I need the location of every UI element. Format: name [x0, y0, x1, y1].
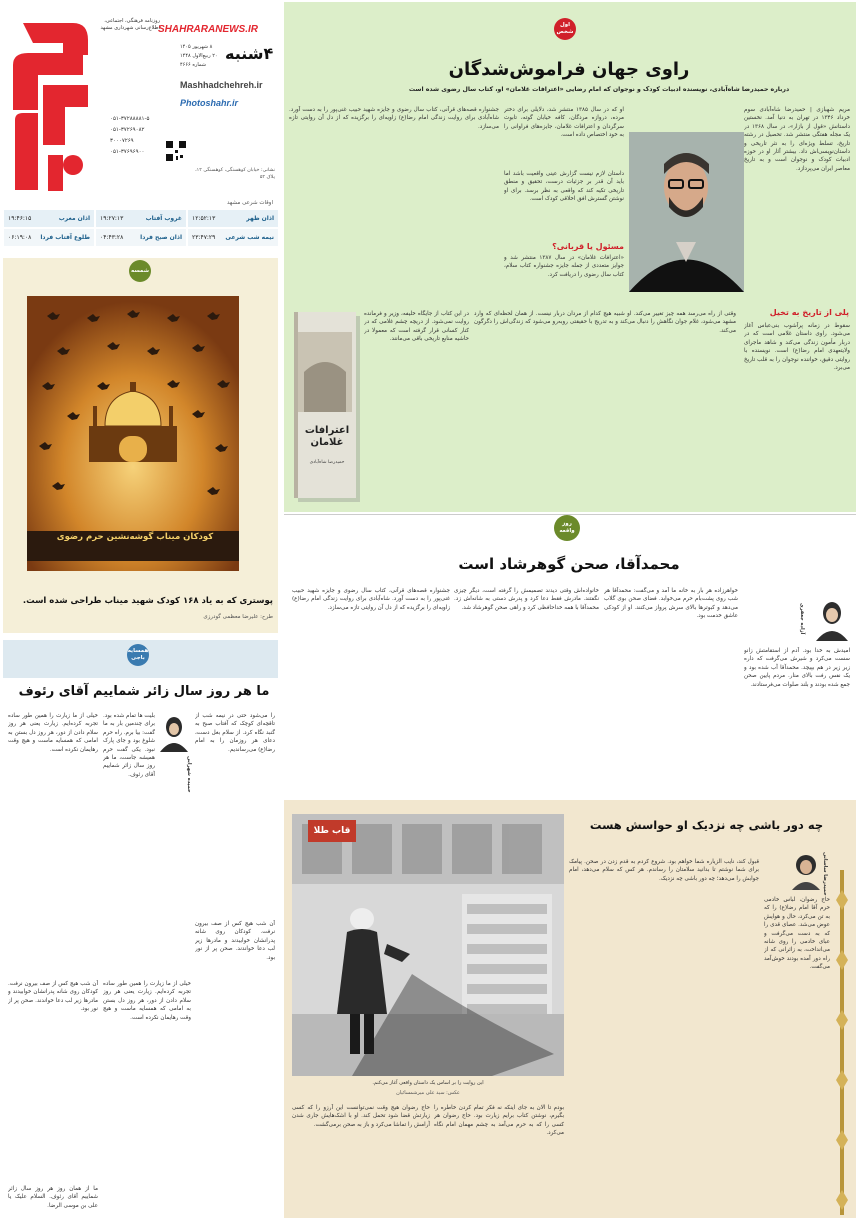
dur-author: حمیدرضا ساسانی	[822, 852, 828, 896]
hamsaye-closing: ما از همان روز هر روز سال زائر شماییم آقای رئوف. السلام علیک یا علی بن موسی الرضا.	[8, 1186, 98, 1209]
main-article-subhead: مسئول یا قربانی؟	[552, 242, 624, 251]
prayer-time-value: ۰۴:۴۳:۲۸	[100, 234, 124, 241]
prayer-time-cell	[188, 210, 278, 227]
photo-praying-man	[292, 814, 564, 1076]
poster-credit: طرح: علیرضا معظمی گودرزی	[203, 614, 273, 620]
poster-box	[3, 258, 278, 633]
hamsaye-col-left-bottom: آن شب هیچ کس از صف بیرون نرفت. کودکان روی شانه پدرانشان خوابیدند و مادرها زیر لب دعا خواندند. صحن پر از نور بود.	[8, 981, 98, 1013]
main-article-title: راوی جهان فراموش‌شدگان	[448, 59, 690, 80]
prayer-times-grid	[2, 210, 278, 248]
book-section-col3: در این کتاب از جایگاه خلیفه، وزیر و فرمانده روایت نمی‌شود. از دریچه چشم غلامی که در کنار کسانی قرار گرفته است که معمولا در حاشیه منابع تاریخی باقی می‌مانند.	[364, 311, 469, 343]
issue-number: شماره ۴۶۶۶	[180, 62, 206, 68]
hamsaye-col-mid-bottom: خیلی از ما زیارت را همین طور ساده تجربه کرده‌ایم. زیارت یعنی هر روز سلام دادن از دور، هر روز دل بستن به امامی که همسایه ماست و هیچ وقت رهایمان نکرده است.	[103, 981, 191, 1021]
site-url-2[interactable]: Mashhadchehreh.ir	[180, 80, 263, 90]
author-avatar-hamsaye	[158, 712, 190, 752]
poster-caption: پوستری که به یاد ۱۶۸ کودک شهید میناب طراحی شده است.	[22, 596, 273, 606]
prayer-time-cell	[4, 210, 94, 227]
phone-4: ۰۵۱-۳۷۶۹۶۹۰۰	[110, 149, 145, 155]
prayer-time-label: نیمه شب شرعی	[225, 234, 274, 241]
poster-banner-text: کودکان میناب گوشه‌نشین حرم رضوی	[56, 532, 214, 542]
book-cover	[294, 312, 360, 502]
main-article-col4: جشنواره قصه‌های قرآنی، کتاب سال رضوی و جایزه شهید حبیب غنی‌پور را به دست آورد. شاه‌آبادی برای روایت زندگی امام رضا(ع) زاویه‌ای را برگزیده که از دل آن روایتی تازه می‌سازد.	[289, 107, 499, 130]
prayer-time-label: طلوع آفتاب فردا	[40, 234, 90, 241]
hamsaye-col-mid: بلیت ها تمام شده بود. برای چندمین بار به ما گفت: بیا برم. راه حرم شلوغ بود و جای پارک نبود. یکی گفت حرم همیشه جاست، ما هر روز سال زائر شماییم آقای رئوف.	[103, 713, 155, 778]
main-article-col3: داستان لازم نیست گزارش عینی واقعیت باشد اما باید آن قدر بر جزئیات درست، تحقیق و منطق تاریخی تکیه کند که واقعی به نظر برسد. برای او نوشتن گسترش افق اخلاقی کودک است.	[504, 171, 624, 203]
prayer-time-value: ۱۲:۵۲:۱۳	[192, 215, 216, 222]
poster-badge: شمسه	[129, 260, 151, 282]
prayer-time-cell	[4, 229, 94, 246]
ruz-article	[284, 514, 856, 796]
hamsaye-col-left: خیلی از ما زیارت را همین طور ساده تجربه کرده‌ایم. زیارت یعنی هر روز سلام دادن از دور، هر روز دل بستن به امامی که همسایه ماست و هیچ وقت رهایمان نکرده است.	[8, 713, 98, 753]
book-section-col2: وقتی از راه می‌رسد همه چیز تغییر می‌کند. او شبیه هیچ کدام از مردان دربار نیست. از همان لحظه‌ای که وارد مشهد می‌شود، غلام جوان نگاهش را دنبال می‌کند و به تدریج با حقیقتی روبه‌رو می‌شود که زندگی‌اش را دگرگون می‌کند.	[474, 311, 736, 334]
main-article-badge: اول شخص	[554, 18, 576, 40]
dur-col1: حاج رضوان، لباس خادمی حرم آقا امام رضا(ع) را که به تن می‌کرد، حال و هوایش عوض می‌شد. عصای قدی را که به دست می‌گرفت و عبای خادمی را روی شانه می‌انداخت، به زائرانی که از راه دور آمده بودند خوش‌آمد می‌گفت.	[764, 897, 830, 971]
book-section-subhead: پلی از تاریخ به تخیل	[769, 308, 849, 317]
ruz-col1: امیدش به خدا بود. آدم از استقامتش زانو سست می‌کرد و شیرش می‌گرفت که داره زیر زیر در هم بپیچد. محمدآقا آب شده بود و یک نفس رفت بالای منار. مردم پایین صحن جمع شده بودند و بلند صلوات می‌فرستادند.	[744, 648, 850, 688]
site-url-3[interactable]: Photoshahr.ir	[180, 98, 239, 108]
address: نشانی: خیابان کوهسنگی، کوهسنگی ۱۲، پلاک ۵۲	[195, 168, 275, 180]
prayer-time-cell	[188, 229, 278, 246]
prayer-time-label: غروب آفتاب	[145, 215, 182, 222]
date-shamsi: ۸ شهریور ۱۴۰۵	[180, 44, 213, 50]
prayer-time-cell	[96, 210, 186, 227]
book-title: اعترافات غلامان	[304, 425, 350, 448]
site-url[interactable]: SHAHRARANEWS.IR	[158, 24, 258, 35]
main-article-lede: درباره حمیدرضا شاه‌آبادی، نویسنده ادبیات کودک و نوجوان که امام رضایی «اعترافات غلامان» او، کتاب سال رضوی شده است	[408, 86, 790, 93]
hamsaye-title: ما هر روز سال زائر شماییم آقای رئوف	[18, 684, 270, 699]
hamsaye-col-right-top: را می‌شود حتی در نیمه شب از تاقچه‌ای کوچک که آفتاب صبح به گنبد نگاه کرد. از سلام بغل دست، دعای هر روزمان را به امام رضا(ع) می‌رساندیم.	[195, 713, 275, 753]
prayer-time-label: اذان ظهر	[246, 215, 274, 222]
prayer-time-value: ۲۳:۴۷:۲۹	[192, 234, 216, 241]
main-article-col1: مریم شهبازی | حمیدرضا شاه‌آبادی سوم خرداد ۱۳۴۶ در تهران به دنیا آمد. نخستین داستانش «قول از بازار»، در سال ۱۳۶۸ در یک مجله هفتگی منتشر شد. تحصیل در رشته تاریخ، تسلط ویژه‌ای را به نثر تاریخی و داستان‌نویسی‌اش داد. بیشتر آثار او در حوزه ادبیات کودک و نوجوان است و به تاریخ معاصر ایران می‌پردازد.	[744, 107, 850, 172]
dur-col3: بودم تا الان به جای اینکه نه فکر تمام کردن خاطره را بگیرم، نوشتن کتاب برایم زیارت بود. حاج رضوان هر کسی را که به حرم می‌آمد به چشم مهمان امام نگاه می‌کرد.	[434, 1105, 564, 1137]
photo-caption: این روایت را بر اساس یک داستان واقعی آغاز می‌کنم.	[372, 1080, 484, 1086]
hamsaye-badge: همسایه باجی	[127, 644, 149, 666]
poster-image	[27, 296, 239, 571]
dur-title: چه دور باشی چه نزدیک او حواسش هست	[589, 818, 824, 832]
phone-2: ۰۵۱-۳۷۲۶۹۰۸۲	[110, 127, 145, 133]
photo-badge: قاب طلا	[308, 820, 356, 842]
ruz-col3: خانواده‌اش وقتی دیدند تصمیمش را گرفته است، دیگر چیزی نگفتند. مادرش فقط دعا کرد و پدرش دستی به شانه‌اش زد. محمدآقا با همه خداحافظی کرد و راهی صحن گوهرشاد شد.	[454, 588, 599, 611]
main-article-sub-body: «اعترافات غلامان» در سال ۱۳۸۷ منتشر شد و جوایز متعددی از جمله جایزه جشنواره کتاب سلام، کتاب سال رضوی را دریافت کرد.	[504, 255, 624, 278]
prayer-time-value: ۱۹:۲۷:۱۳	[100, 215, 124, 222]
author-avatar-ruz	[814, 597, 850, 641]
newspaper-logo	[3, 15, 98, 195]
dur-article	[284, 800, 856, 1218]
ornament-spike-icon	[833, 870, 851, 1215]
hamsaye-article	[3, 640, 278, 1218]
day-name: ۴شنبه	[225, 44, 274, 63]
book-section-col1: سقوط در زمانه پرآشوب بنی‌عباس آغاز می‌شود. راوی داستان غلامی است که در دربار مأمون زندگی می‌کند و شاهد ماجرای ولایتعهدی امام رضا(ع) است. نویسنده با روایتی دقیق، خواننده نوجوان را به قلب تاریخ می‌برد.	[744, 323, 850, 372]
date-hijri: ۲۰ ربیع‌الاول ۱۴۴۸	[180, 53, 218, 59]
prayer-times-header: اوقات شرعی مشهد	[227, 200, 273, 206]
prayer-time-cell	[96, 229, 186, 246]
book-author: حمیدرضا شاه‌آبادی	[309, 460, 345, 465]
main-article-col2: او که در سال ۱۳۸۵ منتشر شد، دلایلی برای دختر مرده، دروازه مردگان، کافه خیابان گوته، تابوت سرگردان و اعترافات غلامان، جایزه‌های فراوانی را به خود اختصاص داده است.	[504, 107, 624, 139]
prayer-time-value: ۱۹:۴۶:۱۵	[8, 215, 32, 222]
phone-3: ۳۰۰۰۷۲۶۹	[110, 138, 134, 144]
author-photo	[629, 132, 744, 292]
prayer-times-box	[2, 200, 278, 250]
ruz-author: آزاده جعفری	[799, 603, 805, 635]
ruz-title: محمدآقا، صحن گوهرشاد است	[458, 555, 680, 573]
hamsaye-author: حمیده شهرابی	[186, 756, 192, 793]
ruz-badge: روز واقعه	[554, 515, 580, 541]
photo-credit: عکس: سید علی میرشمسائیان	[396, 1090, 460, 1096]
masthead	[0, 0, 280, 205]
prayer-time-label: اذان مغرب	[58, 215, 90, 222]
prayer-time-value: ۰۶:۱۹:۰۸	[8, 234, 32, 241]
phone-1: ۰۵۱-۳۷۲۸۸۸۸۱-۵	[110, 116, 150, 122]
publisher-info: روزنامه فرهنگی، اجتماعی، اطلاع‌رسانی شهرداری مشهد	[100, 18, 160, 31]
ruz-col4: جشنواره قصه‌های قرآنی، کتاب سال رضوی و جایزه شهید حبیب غنی‌پور را به دست آورد. شاه‌آبادی برای روایت زندگی امام رضا(ع) زاویه‌ای را برگزیده که از دل آن روایتی تازه می‌سازد.	[292, 588, 450, 611]
main-article	[284, 2, 856, 300]
prayer-time-label: اذان صبح فردا	[140, 234, 182, 241]
qr-code-icon[interactable]	[165, 140, 187, 162]
newspaper-logo-text	[0, 0, 3, 1]
dur-col4: حاج رضوان هیچ وقت نمی‌توانست این آرزو را که کسی زیارتش قضا شود تحمل کند. او با اشک‌هایش جاری شدن آرامش را تماشا می‌کرد و باز به صحن برمی‌گشت.	[292, 1105, 430, 1128]
hamsaye-col-right-bottom: آن شب هیچ کس از صف بیرون نرفت. کودکان روی شانه پدرانشان خوابیدند و مادرها زیر لب دعا خواندند. صحن پر از نور بود.	[195, 921, 275, 961]
author-avatar-dur	[789, 850, 823, 890]
ruz-col2: خواهرزاده هر بار به خانه ما آمد و می‌گفت: محمدآقا هر شب روی پشت‌بام حرم می‌خوابد. فضای صحن بوی گلاب می‌دهد و کبوترها بالای سرش پرواز می‌کنند. او از کودکی عاشق خدمت بود.	[604, 588, 738, 620]
book-section	[284, 300, 856, 512]
dur-col2: قبول کند، نایب الزیاره شما خواهم بود. شروع کردم به قدم زدن در صحن. پیامک برای شما نوشتم تا بدانید سلامتان را رساندم. هر کس که سلام می‌دهد، امام جوابش را می‌دهد؛ چه دور باشی چه نزدیک.	[569, 859, 759, 882]
